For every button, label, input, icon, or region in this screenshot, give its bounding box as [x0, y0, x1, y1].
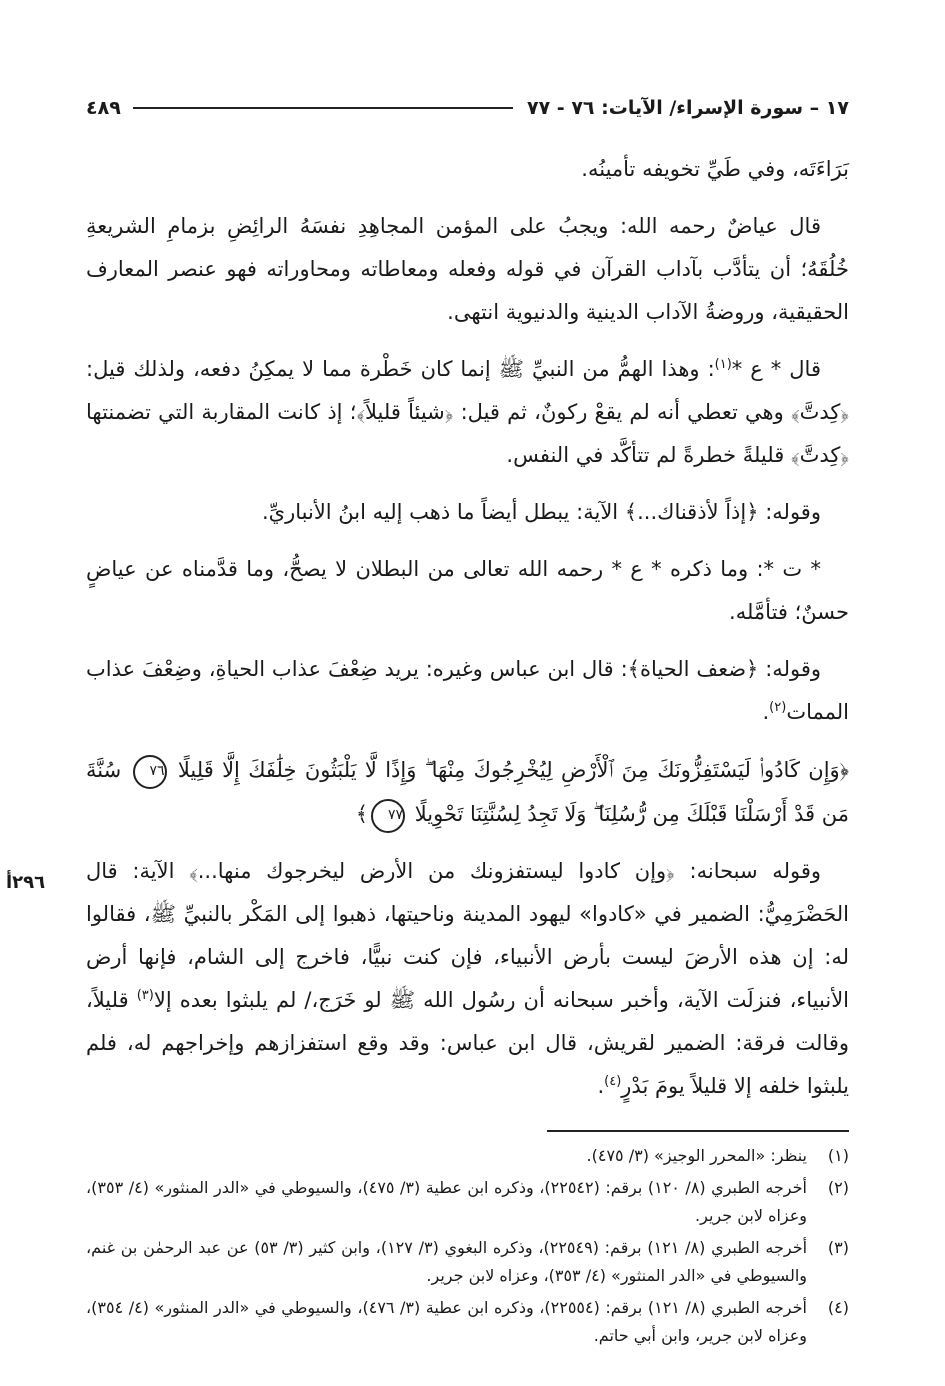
footnote-item	[86, 1174, 849, 1230]
footnote-number: (٤)	[827, 1298, 849, 1317]
paragraph-text: قليلاً، وقالت فرقة: الضمير لقريش، قال ابن عباس: وقد وقع استفزازهم وإخراجهم له، فلم يلبثوا خلفه إلا قليلاً يومَ بَدْرٍ	[86, 988, 849, 1098]
footnote-ref[interactable]: (٢)	[769, 700, 787, 715]
paragraph: * ت *: وما ذكره * ع * رحمه الله تعالى من البطلان لا يصحُّ، وما قدَّمناه عن عياضٍ حسنٌ؛ فتأمَّله.	[86, 557, 849, 624]
paragraph-text: .	[762, 700, 770, 724]
body-text	[86, 148, 849, 1108]
footnote-item	[86, 1142, 849, 1170]
quran-bracket: ﴾	[355, 802, 369, 826]
footnote-text: أخرجه الطبري (٨/ ١٢١) برقم: (٢٢٥٤٩)، وذكره البغوي (٣/ ١٢٧)، وابن كثير (٣/ ٥٣) عن عبد الرحمٰن بن غنم، والسيوطي في «الدر المنثور» (٤/ ٣٥٣)، وعزاه لابن جرير.	[86, 1238, 808, 1285]
paragraph	[86, 348, 849, 477]
page-number: ٤٨٩	[86, 97, 121, 119]
paragraph-text: قال * ع *	[731, 357, 821, 381]
footnotes	[86, 1142, 849, 1350]
footnote-text: أخرجه الطبري (٨/ ١٢١) برقم: (٢٢٥٥٤)، وذكره ابن عطية (٣/ ٤٧٦)، والسيوطي في «الدر المنثور» (٤/ ٣٥٤)، وعزاه لابن جرير، وابن أبي حاتم.	[86, 1298, 807, 1345]
footnote-text: أخرجه الطبري (٨/ ١٢٠) برقم: (٢٢٥٤٢)، وذكره ابن عطية (٣/ ٤٧٥)، والسيوطي في «الدر المنثور» (٤/ ٣٥٣)، وعزاه لابن جرير.	[86, 1178, 807, 1225]
paragraph	[86, 648, 849, 734]
ayah-number-icon: ٧٦	[133, 755, 167, 789]
footnote-item	[86, 1294, 849, 1350]
quran-text: ﴿وَإِن كَادُوا۟ لَيَسْتَفِزُّونَكَ مِنَ ٱلْأَرْضِ لِيُخْرِجُوكَ مِنْهَا ۖ وَإِذًا لَّا يَلْبَثُونَ خِلَٰفَكَ إِلَّا قَلِيلًا	[177, 758, 849, 782]
footnote-number: (١)	[827, 1146, 849, 1165]
footnote-ref[interactable]: (١)	[714, 357, 732, 372]
paragraph-text: وقوله سبحانه: ﴿وإن كادوا ليستفزونك من الأرض ليخرجوك منها...﴾ الآية: قال الحَضْرَمِيُّ: الضمير في «كادوا» ليهود المدينة وناحيتها، ذهبوا إلى المَكْر بالنبيِّ ﷺ، فقالوا له: إن هذه الأرضَ ليست بأرض الأنبياء، فإن كنت نبيًّا، فاخرج إلى الشام، فإنها أرض الأنبياء، فنزلَت الآية، وأخبر سبحانه أن رسُول الله ﷺ لو خَرَج،/ لم يلبثوا بعده إلا	[86, 859, 850, 1012]
quran-text: سُنَّةَ مَن قَدْ أَرْسَلْنَا قَبْلَكَ مِن رُّسُلِنَا ۖ وَلَا تَجِدُ لِسُنَّتِنَا تَحْوِيلًا	[86, 758, 849, 826]
footnote-number: (٣)	[827, 1238, 849, 1257]
book-page	[6, 86, 850, 1346]
paragraph-text: .	[597, 1074, 605, 1098]
paragraph-text: : وهذا الهمُّ من النبيِّ ﷺ إنما كان خَطْرة مما لا يمكِنُ دفعه، ولذلك قيل: ﴿كِدتَّ﴾ وهي تعطي أنه لم يقعْ ركونٌ، ثم قيل: ﴿شيئاً قليلاً﴾؛ إذ كانت المقاربة التي تضمنتها ﴿كِدتَّ﴾ قليلةً خطرةً لم تتأكَّد في النفس.	[86, 357, 849, 467]
paragraph	[86, 850, 849, 1108]
footnote-number: (٢)	[827, 1178, 849, 1197]
footnote-ref[interactable]: (٤)	[604, 1074, 622, 1089]
paragraph: بَرَاءَتَه، وفي طَيِّ تخويفه تأمينُه.	[581, 157, 849, 181]
quran-verse-block	[86, 748, 849, 836]
header-title: ١٧ – سورة الإسراء/ الآيات: ٧٦ - ٧٧	[526, 97, 849, 119]
footnote-ref[interactable]: (٣)	[136, 988, 154, 1003]
paragraph-text: وقوله: ﴿ضعف الحياة﴾: قال ابن عباس وغيره: يريد ضِعْفَ عذاب الحياةِ، وضِعْفَ عذاب الممات	[86, 657, 849, 724]
header-rule	[133, 107, 513, 109]
ayah-number-icon: ٧٧	[371, 799, 405, 833]
paragraph: قال عياضٌ رحمه الله: ويجبُ على المؤمن المجاهِدِ نفسَهُ الرائِضِ بزمامِ الشريعةِ خُلُقَهُ؛ أن يتأدَّب بآداب القرآن في قوله وفعله ومعاطاته ومحاوراته فهو عنصر المعارف الحقيقية، وروضةُ الآداب الدينية والدنيوية انتهى.	[86, 214, 849, 324]
footnote-text: ينظر: «المحرر الوجيز» (٣/ ٤٧٥).	[586, 1146, 807, 1165]
footnote-item	[86, 1234, 849, 1290]
footnote-divider	[547, 1130, 849, 1132]
manuscript-folio-marker: ٢٩٦أ	[6, 872, 46, 893]
paragraph: وقوله: ﴿إذاً لأذقناك...﴾ الآية: يبطل أيضاً ما ذهب إليه ابنُ الأنباريِّ.	[261, 500, 821, 524]
running-header	[86, 86, 849, 130]
